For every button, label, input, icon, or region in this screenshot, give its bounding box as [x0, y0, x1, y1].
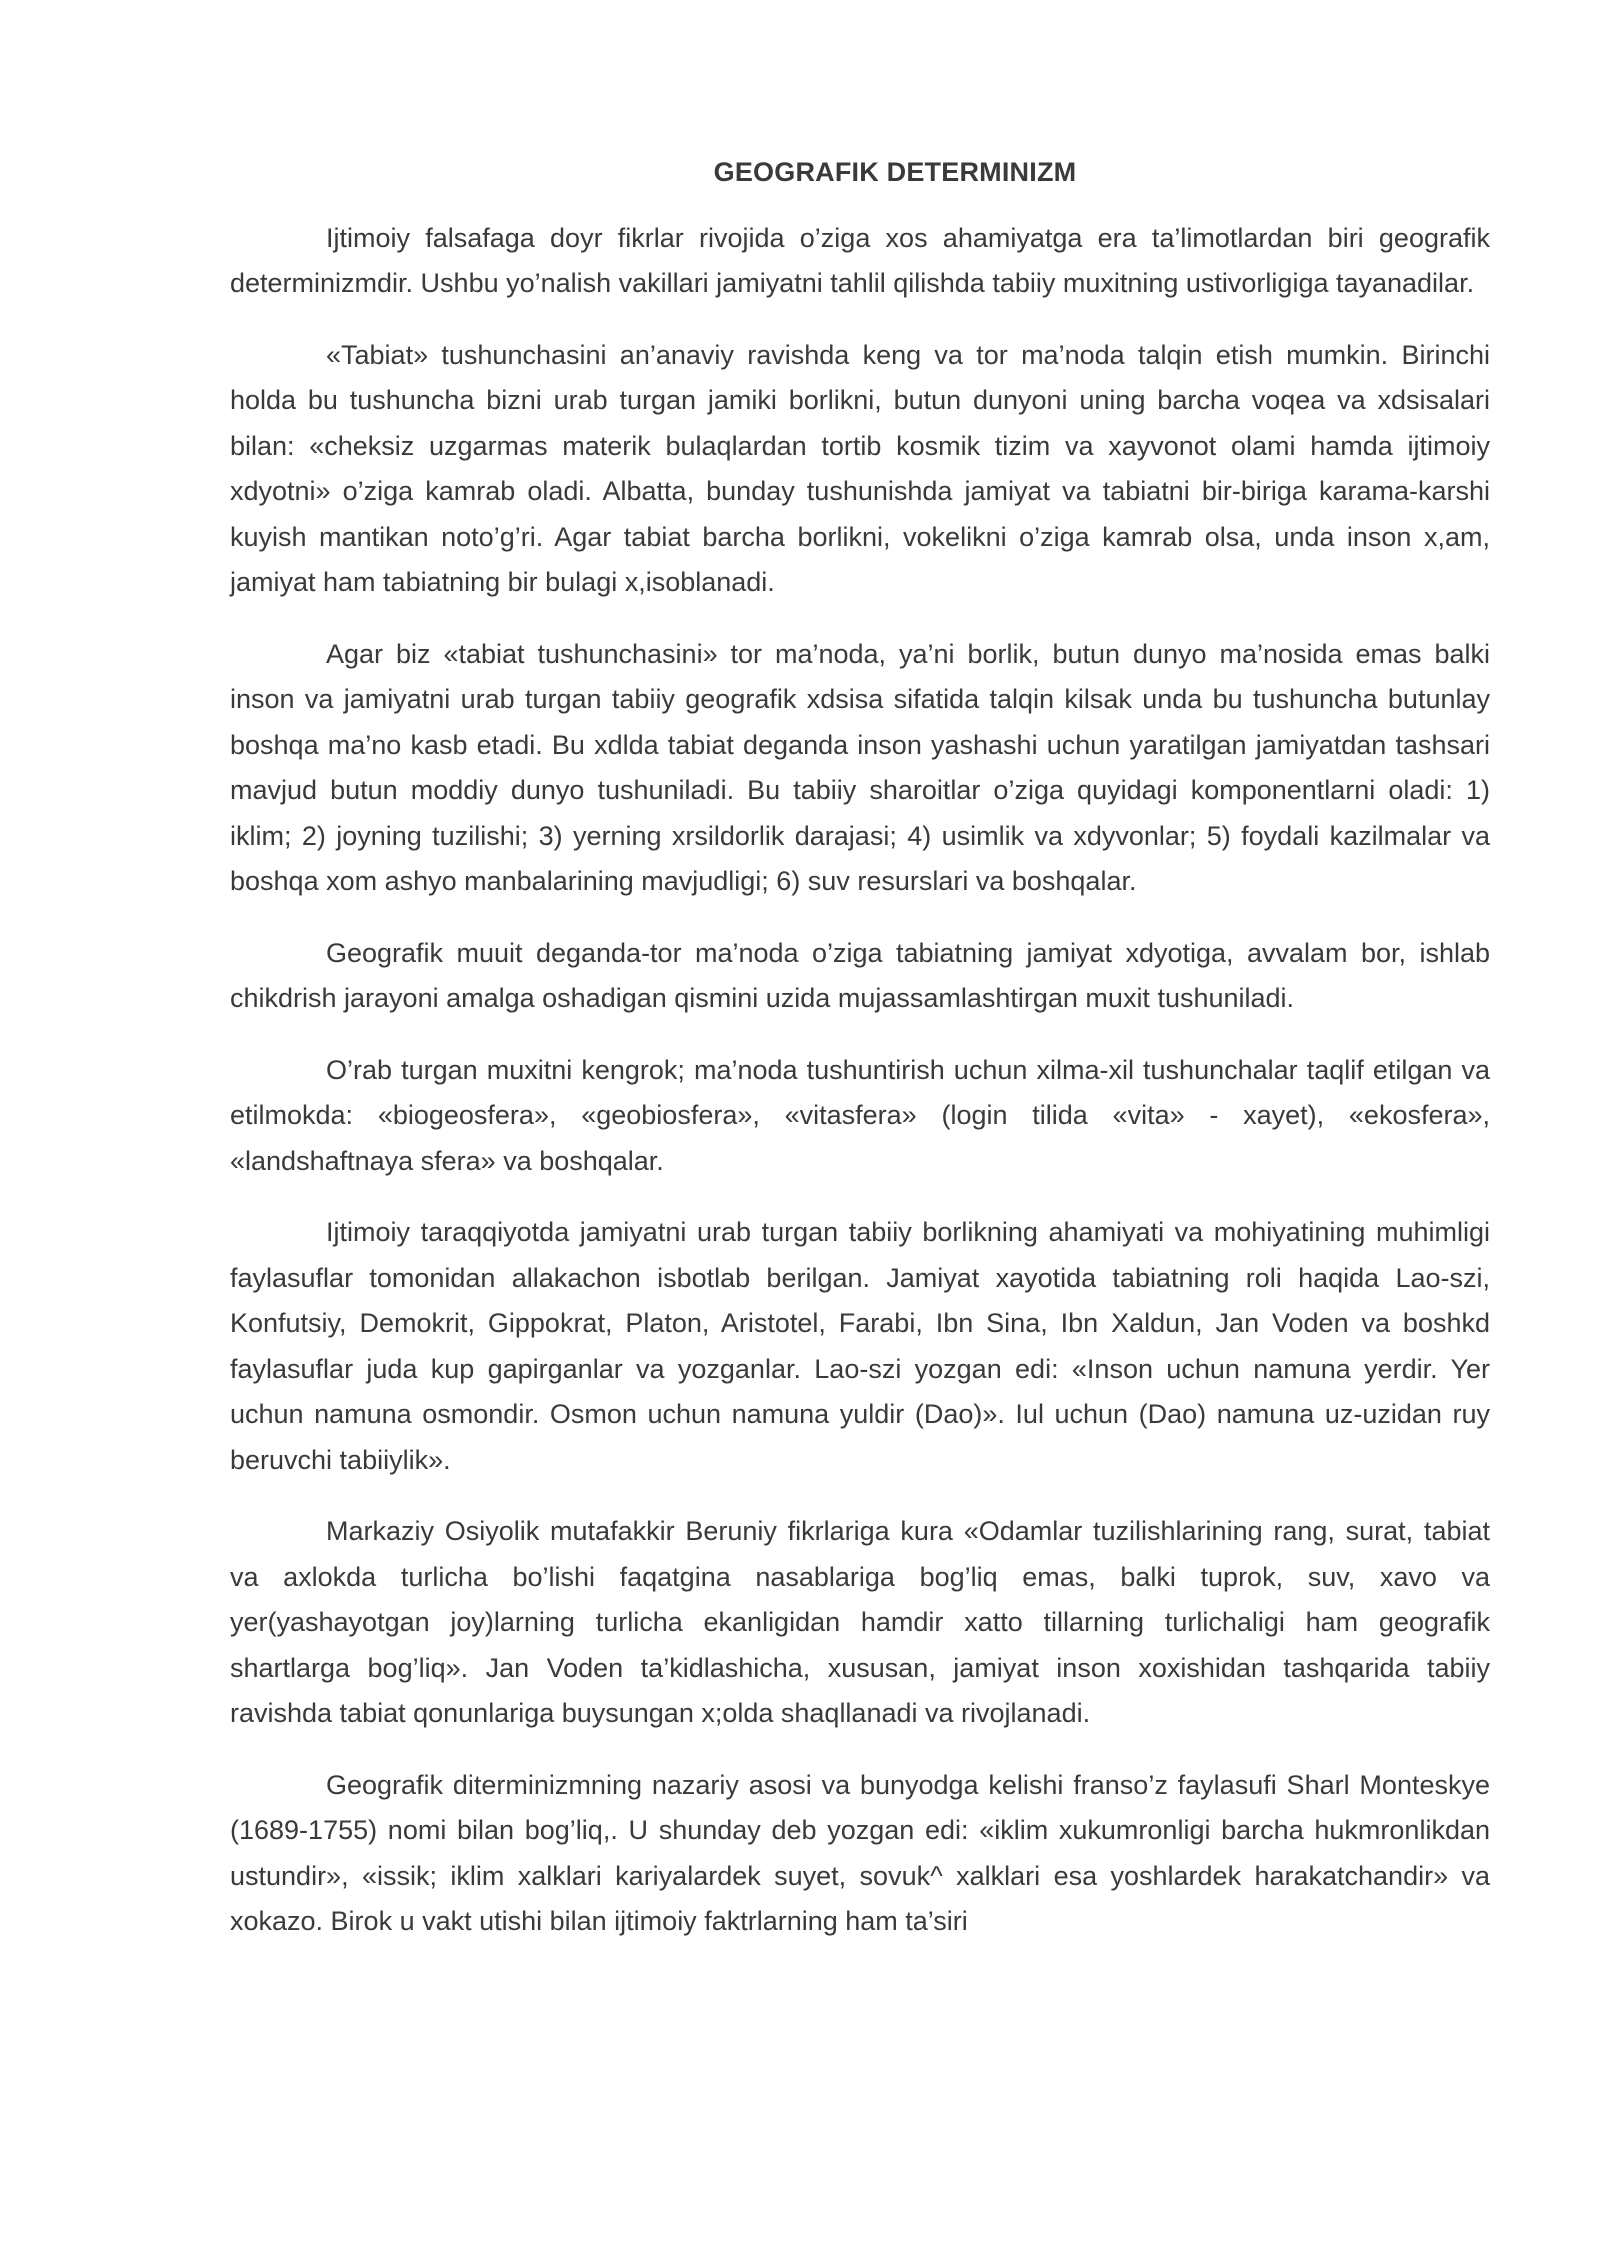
paragraph-5: O’rab turgan muxitni kengrok; ma’noda tushuntirish uchun xilma-xil tushunchalar taqlif etilgan va etilmokda: «biogeosfera», «geobiosfera», «vitasfera» (login tilida «vita» - xayet), «ekosfera», «landshaftnaya sfera» va boshqalar. [230, 1054, 1490, 1176]
paragraph-4: Geografik muuit deganda-tor ma’noda o’ziga tabiatning jamiyat xdyotiga, avvalam bor, ishlab chikdrish jarayoni amalga oshadigan qismini uzida mujassamlashtirgan muxit tushuniladi. [230, 937, 1490, 1013]
paragraph-7: Markaziy Osiyolik mutafakkir Beruniy fikrlariga kura «Odamlar tuzilishlarining rang, surat, tabiat va axlokda turlicha bo’lishi faqatgina nasablariga bog’liq emas, balki tuprok, suv, xavo va yer(yashayotgan joy)larning turlicha ekanligidan hamdir xatto tillarning turlichaligi ham geografik shartlarga bog’liq». Jan Voden ta’kidlashicha, xususan, jamiyat inson xoxishidan tashqarida tabiiy ravishda tabiat qonunlariga buysungan x;olda shaqllanadi va rivojlanadi. [230, 1516, 1490, 1728]
paragraph-6: Ijtimoiy taraqqiyotda jamiyatni urab turgan tabiiy borlikning ahamiyati va mohiyatining muhimligi faylasuflar tomonidan allakachon isbotlab berilgan. Jamiyat xayotida tabiatning roli haqida Lao-szi, Konfutsiy, Demokrit, Gippokrat, Platon, Aristotel, Farabi, Ibn Sina, Ibn Xaldun, Jan Voden va boshkd faylasuflar juda kup gapirganlar va yozganlar. Lao-szi yozgan edi: «Inson uchun namuna yerdir. Yer uchun namuna osmondir. Osmon uchun namuna yuldir (Dao)». Iul uchun (Dao) namuna uz-uzidan ruy beruvchi tabiiylik». [230, 1217, 1490, 1475]
paragraph-8: Geografik diterminizmning nazariy asosi va bunyodga kelishi franso’z faylasufi Sharl Monteskye (1689-1755) nomi bilan bog’liq,. U shunday deb yozgan edi: «iklim xukumronligi barcha hukmronlikdan ustundir», «issik; iklim xalklari kariyalardek suyet, sovuk^ xalklari esa yoshlardek harakatchandir» va xokazo. Birok u vakt utishi bilan ijtimoiy faktrlarning ham ta’siri [230, 1769, 1490, 1936]
paragraph-2: «Tabiat» tushunchasini an’anaviy ravishda keng va tor ma’noda talqin etish mumkin. Birinchi holda bu tushuncha bizni urab turgan jamiki borlikni, butun dunyoni uning barcha voqea va xdsisalari bilan: «cheksiz uzgarmas materik bulaqlardan tortib kosmik tizim va xayvonot olami hamda ijtimoiy xdyotni» o’ziga kamrab oladi. Albatta, bunday tushunishda jamiyat va tabiatni bir-biriga karama-karshi kuyish mantikan noto’g’ri. Agar tabiat barcha borlikni, vokelikni o’ziga kamrab olsa, unda inson x,am, jamiyat ham tabiatning bir bulagi x,isoblanadi. [230, 339, 1490, 597]
document-page [230, 150, 1490, 1971]
paragraph-1: Ijtimoiy falsafaga doyr fikrlar rivojida o’ziga xos ahamiyatga era ta’limotlardan biri geografik determinizmdir. Ushbu yo’nalish vakillari jamiyatni tahlil qilishda tabiiy muxitning ustivorligiga tayanadilar. [230, 222, 1490, 298]
document-title: GEOGRAFIK DETERMINIZM [713, 157, 1077, 187]
paragraph-3: Agar biz «tabiat tushunchasini» tor ma’noda, ya’ni borlik, butun dunyo ma’nosida emas balki inson va jamiyatni urab turgan tabiiy geografik xdsisa sifatida talqin kilsak unda bu tushuncha butunlay boshqa ma’no kasb etadi. Bu xdlda tabiat deganda inson yashashi uchun yaratilgan jamiyatdan tashsari mavjud butun moddiy dunyo tushuniladi. Bu tabiiy sharoitlar o’ziga quyidagi komponentlarni oladi: 1) iklim; 2) joyning tuzilishi; 3) yerning xrsildorlik darajasi; 4) usimlik va xdyvonlar; 5) foydali kazilmalar va boshqa xom ashyo manbalarining mavjudligi; 6) suv resurslari va boshqalar. [230, 638, 1490, 896]
